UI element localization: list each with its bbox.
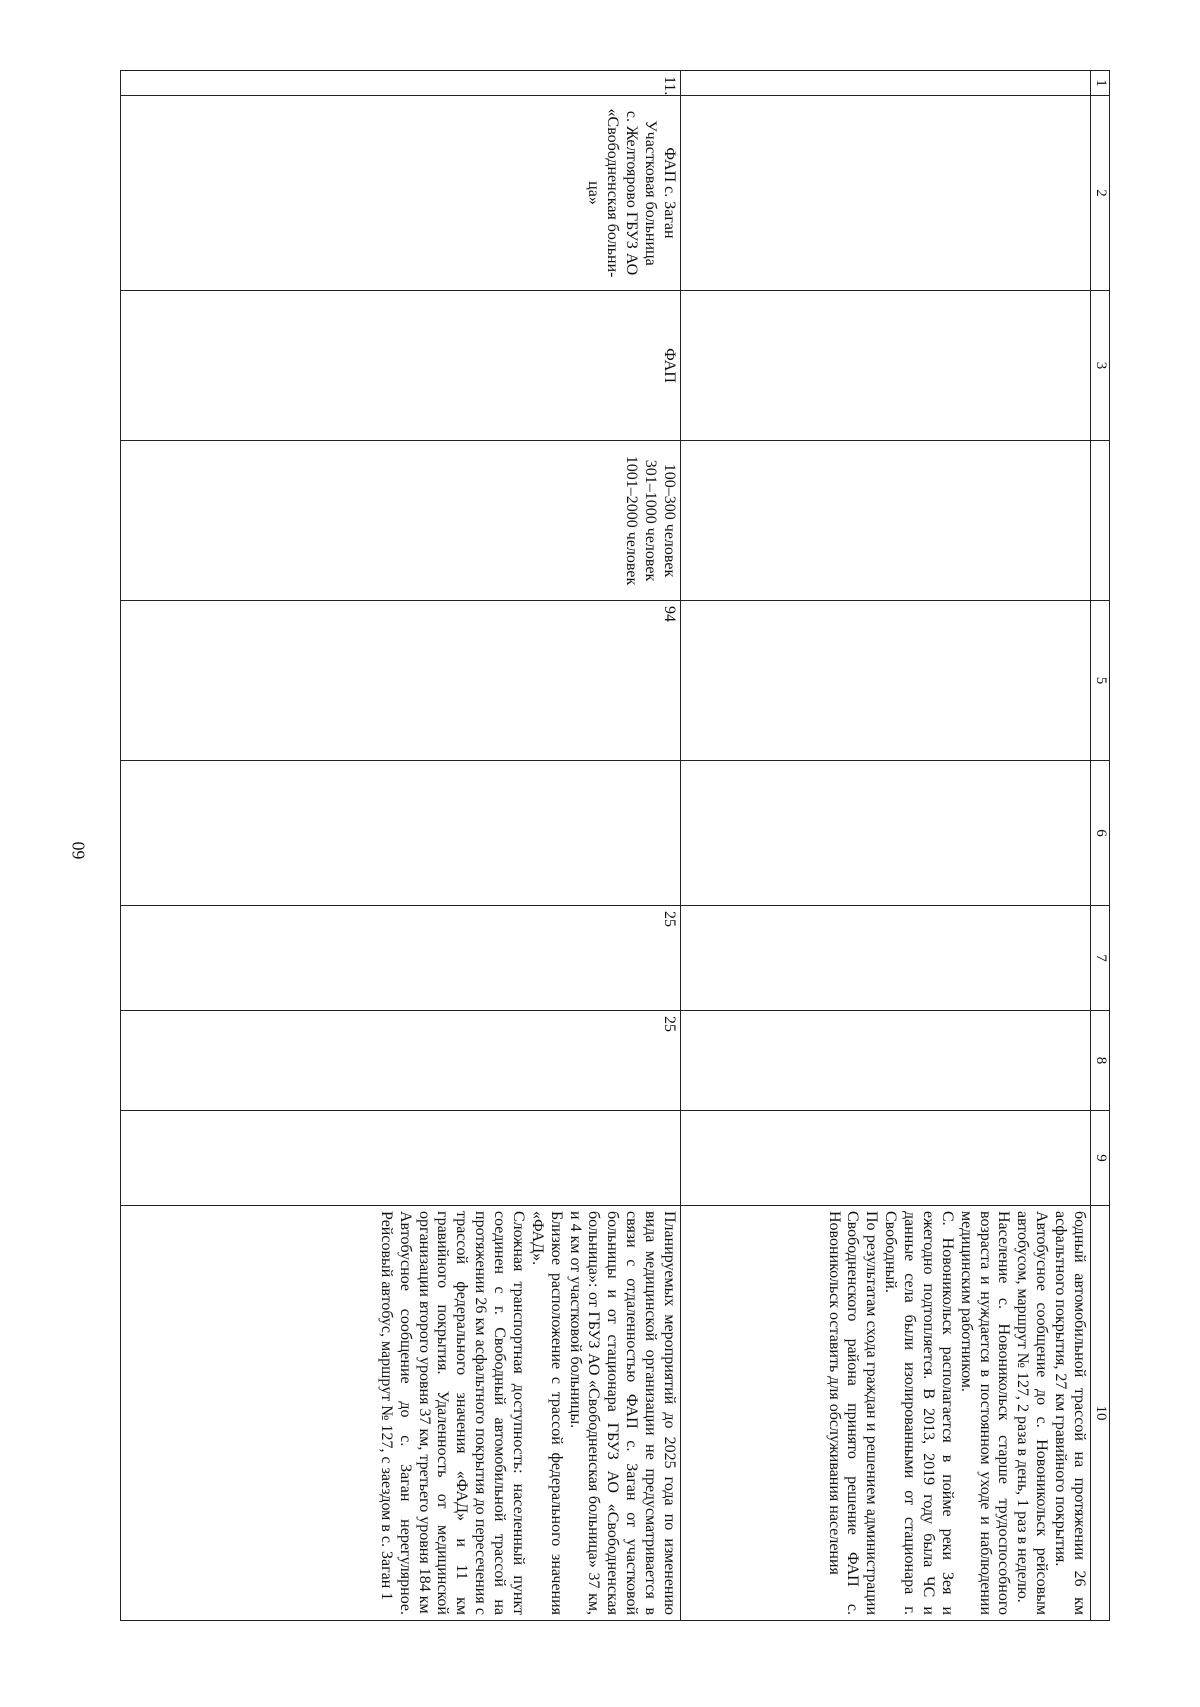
justification-text: Сложная транспортная доступность: населенный пункт соединен с г. Свободный автомобильной трассой на протяжении 26 км асфальтного покрытия до пересечения с трассой федерального значения «ФАД» и 11 км гравийного покрытия. Удаленность от медицинской организации второго уровня 37 км, третьего уровня 184 км <box>415 1211 527 1615</box>
table-cell <box>681 291 1091 441</box>
facility-name-line: «Свободненская больни- <box>604 108 622 278</box>
col7-value: 25 <box>121 906 681 1011</box>
population-range: 1001–2000 человек <box>623 455 641 586</box>
column-header <box>1091 441 1110 601</box>
table-cell <box>681 96 1091 291</box>
facility-name-line: ца» <box>585 181 603 205</box>
column-header: 9 <box>1091 1111 1110 1206</box>
column-header: 5 <box>1091 601 1110 761</box>
col6-value <box>121 761 681 906</box>
page-number: 60 <box>68 841 89 860</box>
justification-text: Автобусное сообщение до с. Новоникольск рейсовым автобусом, маршрут № 127, 2 раза в день, 1 раз в неделю. <box>1014 1211 1051 1615</box>
table-cell <box>681 906 1091 1011</box>
document-sheet <box>120 70 1110 1620</box>
justification-cell <box>121 1206 681 1621</box>
justification-text: бодный автомобильной трассой на протяжении 26 км асфальтного покрытия, 27 км гравийного покрытия. <box>1052 1211 1088 1615</box>
table-cell <box>681 1111 1091 1206</box>
header-row <box>1091 71 1110 1621</box>
justification-text: Близкое расположение с трассой федерального значения «ФАД». <box>528 1211 565 1615</box>
population-range: 100–300 человек <box>661 463 678 578</box>
justification-text: Планируемых мероприятий до 2025 года по изменению вида медицинской организации не предусматривается в связи с отдаленностью ФАП с. Заган от участковой больницы и от стационара ГБУЗ АО «Свободненская больница»: от ГБУЗ АО «Свободненская больница» 37 км, и 4 км от участковой больницы. <box>566 1211 678 1615</box>
facility-name-line: с. Желтоярово ГБУЗ АО <box>623 110 641 276</box>
column-header: 1 <box>1091 71 1110 96</box>
justification-text: С. Новоникольск располагается в пойме реки Зея и ежегодно подтопляется. В 2013, 2019 году была ЧС и данные села были изолированными от стационара г. Свободный. <box>882 1211 956 1615</box>
table-row-continued <box>681 71 1091 1621</box>
column-header: 3 <box>1091 291 1110 441</box>
justification-text: По результатам схода граждан и решением администрации Свободненского района принято решение ФАП с. Новоникольск оставить для обслуживания населения <box>825 1211 881 1615</box>
col8-value: 25 <box>121 1011 681 1111</box>
column-header: 6 <box>1091 761 1110 906</box>
column-header: 7 <box>1091 906 1110 1011</box>
column-header: 2 <box>1091 96 1110 291</box>
col9-value <box>121 1111 681 1206</box>
facility-name <box>121 96 681 291</box>
table-cell <box>681 71 1091 96</box>
population-ranges <box>121 441 681 601</box>
table-cell <box>681 761 1091 906</box>
facility-name-line: Участковая больница <box>642 120 660 266</box>
justification-text: Автобусное сообщение до с. Заган нерегулярное. Рейсовый автобус, маршрут № 127, с заездом в с. Заган 1 <box>377 1211 414 1615</box>
facility-type: ФАП <box>121 291 681 441</box>
row-number: 11. <box>121 71 681 96</box>
justification-text: Население с. Новоникольск старше трудоспособного возраста и нуждается в постоянном уходе и наблюдении медицинским работником. <box>957 1211 1013 1615</box>
column-header: 8 <box>1091 1011 1110 1111</box>
justification-cell <box>681 1206 1091 1621</box>
table-cell <box>681 601 1091 761</box>
facilities-table <box>120 70 1110 1621</box>
facility-name-line: ФАП с. Заган <box>661 147 678 239</box>
column-header: 10 <box>1091 1206 1110 1621</box>
table-row-11 <box>121 71 681 1621</box>
col5-value: 94 <box>121 601 681 761</box>
table-cell <box>681 1011 1091 1111</box>
population-range: 301–1000 человек <box>642 459 660 582</box>
table-cell <box>681 441 1091 601</box>
